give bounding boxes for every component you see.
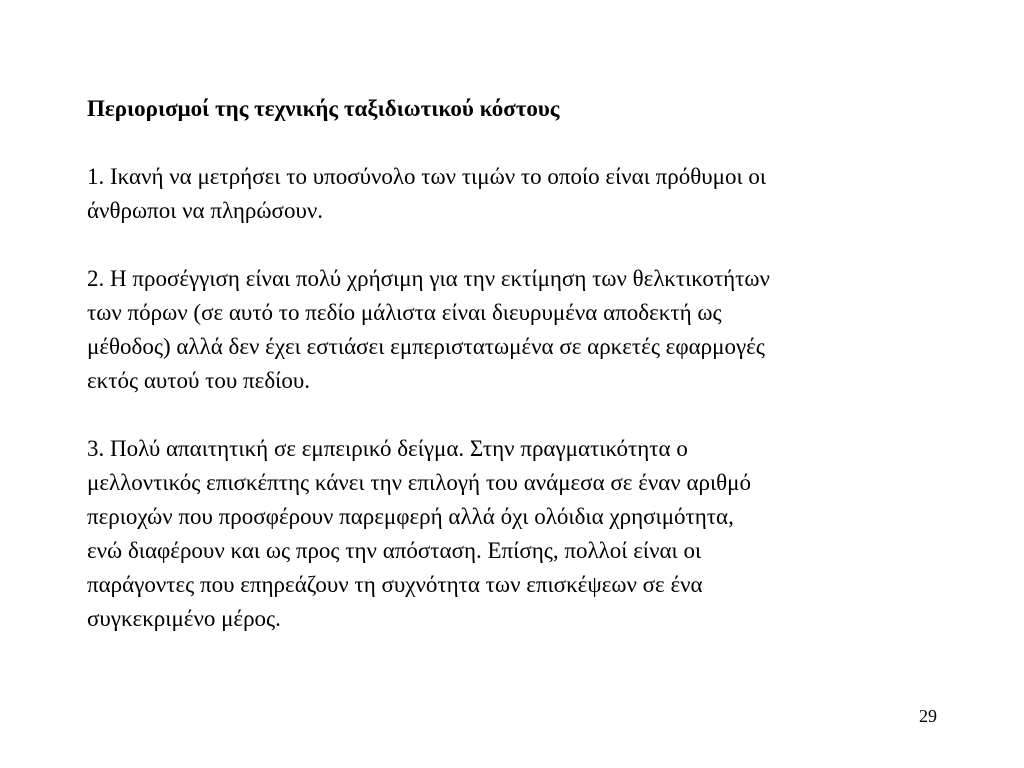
page-number: 29 [919,706,937,726]
paragraph-2 [87,262,947,398]
paragraph-line: μελλοντικός επισκέπτης κάνει την επιλογή του ανάμεσα σε έναν αριθμό [87,470,752,495]
paragraph-line: 3. Πολύ απαιτητική σε εμπειρικό δείγμα. Στην πραγματικότητα ο [87,436,688,461]
paragraph-line: ενώ διαφέρουν και ως προς την απόσταση. Επίσης, πολλοί είναι οι [87,538,702,563]
slide-title: Περιορισμοί της τεχνικής ταξιδιωτικού κόστους [87,96,560,121]
paragraph-line: παράγοντες που επηρεάζουν τη συχνότητα των επισκέψεων σε ένα [87,572,703,597]
paragraph-line: 1. Ικανή να μετρήσει το υποσύνολο των τιμών το οποίο είναι πρόθυμοι οι [87,164,767,189]
paragraph-line: περιοχών που προσφέρουν παρεμφερή αλλά όχι ολόιδια χρησιμότητα, [87,504,734,529]
paragraph-line: των πόρων (σε αυτό το πεδίο μάλιστα είναι διευρυμένα αποδεκτή ως [87,300,722,325]
paragraph-line: συγκεκριμένο μέρος. [87,606,281,631]
paragraph-line: 2. Η προσέγγιση είναι πολύ χρήσιμη για την εκτίμηση των θελκτικοτήτων [87,266,770,291]
paragraph-1 [87,160,947,228]
paragraph-line: άνθρωποι να πληρώσουν. [87,198,323,223]
paragraph-3 [87,432,947,636]
paragraph-line: μέθοδος) αλλά δεν έχει εστιάσει εμπεριστατωμένα σε αρκετές εφαρμογές [87,334,765,359]
paragraph-line: εκτός αυτού του πεδίου. [87,368,310,393]
slide-content [87,92,947,670]
